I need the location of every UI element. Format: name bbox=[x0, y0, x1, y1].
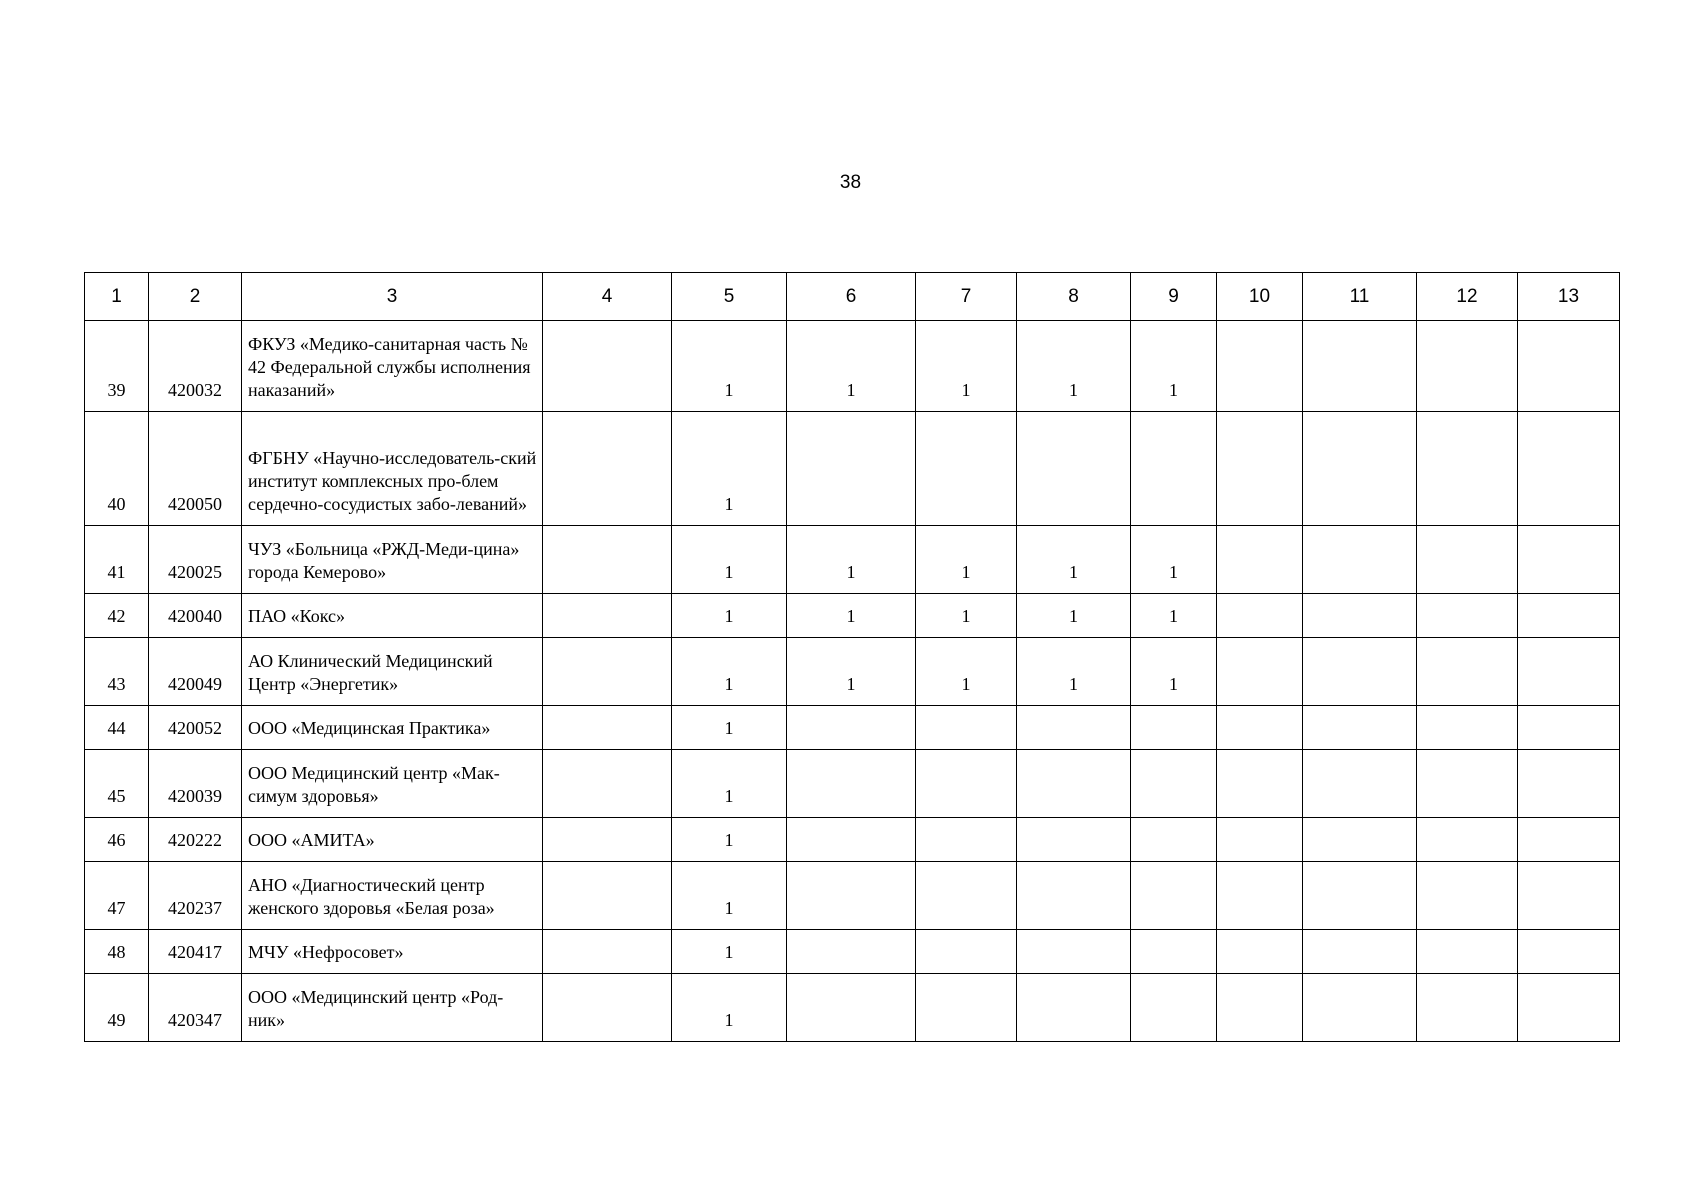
column-header: 10 bbox=[1217, 273, 1303, 321]
value-cell-13 bbox=[1518, 638, 1620, 706]
value-cell-6 bbox=[787, 818, 916, 862]
value-cell-10 bbox=[1217, 750, 1303, 818]
value-cell-10 bbox=[1217, 321, 1303, 412]
value-cell-13 bbox=[1518, 321, 1620, 412]
value-cell-13 bbox=[1518, 594, 1620, 638]
row-number-cell: 44 bbox=[85, 706, 149, 750]
value-cell-13 bbox=[1518, 930, 1620, 974]
value-cell-6 bbox=[787, 706, 916, 750]
column-header: 1 bbox=[85, 273, 149, 321]
value-cell-12 bbox=[1417, 862, 1518, 930]
value-cell-5: 1 bbox=[672, 818, 787, 862]
org-name-cell: МЧУ «Нефросовет» bbox=[242, 930, 543, 974]
value-cell-9: 1 bbox=[1131, 526, 1217, 594]
value-cell-9 bbox=[1131, 930, 1217, 974]
value-cell-9 bbox=[1131, 818, 1217, 862]
value-cell-10 bbox=[1217, 974, 1303, 1042]
value-cell-4 bbox=[543, 638, 672, 706]
org-code-cell: 420040 bbox=[149, 594, 242, 638]
value-cell-13 bbox=[1518, 750, 1620, 818]
value-cell-11 bbox=[1303, 974, 1417, 1042]
column-header: 3 bbox=[242, 273, 543, 321]
value-cell-9: 1 bbox=[1131, 638, 1217, 706]
value-cell-8 bbox=[1017, 412, 1131, 526]
org-name-cell: АНО «Диагностический центр женского здоровья «Белая роза» bbox=[242, 862, 543, 930]
value-cell-11 bbox=[1303, 526, 1417, 594]
value-cell-11 bbox=[1303, 594, 1417, 638]
value-cell-8 bbox=[1017, 862, 1131, 930]
value-cell-10 bbox=[1217, 638, 1303, 706]
value-cell-6 bbox=[787, 412, 916, 526]
org-code-cell: 420237 bbox=[149, 862, 242, 930]
data-table bbox=[84, 272, 1620, 1042]
table-row bbox=[85, 594, 1620, 638]
value-cell-12 bbox=[1417, 321, 1518, 412]
column-header: 13 bbox=[1518, 273, 1620, 321]
value-cell-4 bbox=[543, 862, 672, 930]
value-cell-6: 1 bbox=[787, 638, 916, 706]
value-cell-6 bbox=[787, 930, 916, 974]
value-cell-9 bbox=[1131, 974, 1217, 1042]
org-code-cell: 420049 bbox=[149, 638, 242, 706]
column-header: 5 bbox=[672, 273, 787, 321]
row-number-cell: 46 bbox=[85, 818, 149, 862]
value-cell-13 bbox=[1518, 862, 1620, 930]
value-cell-12 bbox=[1417, 638, 1518, 706]
value-cell-4 bbox=[543, 412, 672, 526]
value-cell-7: 1 bbox=[916, 321, 1017, 412]
row-number-cell: 45 bbox=[85, 750, 149, 818]
value-cell-7 bbox=[916, 412, 1017, 526]
value-cell-13 bbox=[1518, 412, 1620, 526]
row-number-cell: 48 bbox=[85, 930, 149, 974]
value-cell-9 bbox=[1131, 412, 1217, 526]
value-cell-7 bbox=[916, 706, 1017, 750]
value-cell-12 bbox=[1417, 594, 1518, 638]
value-cell-7: 1 bbox=[916, 594, 1017, 638]
value-cell-12 bbox=[1417, 412, 1518, 526]
value-cell-5: 1 bbox=[672, 930, 787, 974]
value-cell-12 bbox=[1417, 750, 1518, 818]
org-name-cell: ООО «Медицинская Практика» bbox=[242, 706, 543, 750]
org-code-cell: 420052 bbox=[149, 706, 242, 750]
table-row bbox=[85, 321, 1620, 412]
value-cell-9: 1 bbox=[1131, 594, 1217, 638]
row-number-cell: 41 bbox=[85, 526, 149, 594]
column-header: 12 bbox=[1417, 273, 1518, 321]
value-cell-7: 1 bbox=[916, 638, 1017, 706]
value-cell-11 bbox=[1303, 862, 1417, 930]
org-name-cell: ПАО «Кокс» bbox=[242, 594, 543, 638]
value-cell-7 bbox=[916, 862, 1017, 930]
value-cell-7 bbox=[916, 818, 1017, 862]
table-row bbox=[85, 638, 1620, 706]
value-cell-4 bbox=[543, 321, 672, 412]
org-name-cell: ООО Медицинский центр «Мак-симум здоровья» bbox=[242, 750, 543, 818]
table-row bbox=[85, 412, 1620, 526]
value-cell-4 bbox=[543, 706, 672, 750]
value-cell-12 bbox=[1417, 930, 1518, 974]
value-cell-12 bbox=[1417, 526, 1518, 594]
value-cell-6 bbox=[787, 974, 916, 1042]
value-cell-9 bbox=[1131, 862, 1217, 930]
table-row bbox=[85, 526, 1620, 594]
value-cell-13 bbox=[1518, 706, 1620, 750]
value-cell-5: 1 bbox=[672, 412, 787, 526]
org-code-cell: 420347 bbox=[149, 974, 242, 1042]
value-cell-5: 1 bbox=[672, 594, 787, 638]
value-cell-5: 1 bbox=[672, 526, 787, 594]
value-cell-13 bbox=[1518, 526, 1620, 594]
value-cell-7 bbox=[916, 750, 1017, 818]
row-number-cell: 47 bbox=[85, 862, 149, 930]
value-cell-11 bbox=[1303, 930, 1417, 974]
row-number-cell: 39 bbox=[85, 321, 149, 412]
column-header: 6 bbox=[787, 273, 916, 321]
header-row bbox=[85, 273, 1620, 321]
value-cell-6 bbox=[787, 750, 916, 818]
value-cell-10 bbox=[1217, 706, 1303, 750]
table-row bbox=[85, 818, 1620, 862]
page-number: 38 bbox=[839, 172, 862, 193]
value-cell-4 bbox=[543, 818, 672, 862]
column-header: 2 bbox=[149, 273, 242, 321]
row-number-cell: 49 bbox=[85, 974, 149, 1042]
value-cell-8: 1 bbox=[1017, 594, 1131, 638]
value-cell-7 bbox=[916, 974, 1017, 1042]
value-cell-7: 1 bbox=[916, 526, 1017, 594]
value-cell-11 bbox=[1303, 412, 1417, 526]
value-cell-12 bbox=[1417, 706, 1518, 750]
value-cell-10 bbox=[1217, 862, 1303, 930]
value-cell-5: 1 bbox=[672, 750, 787, 818]
org-code-cell: 420222 bbox=[149, 818, 242, 862]
value-cell-10 bbox=[1217, 412, 1303, 526]
value-cell-4 bbox=[543, 974, 672, 1042]
value-cell-9 bbox=[1131, 706, 1217, 750]
org-code-cell: 420039 bbox=[149, 750, 242, 818]
row-number-cell: 42 bbox=[85, 594, 149, 638]
value-cell-8 bbox=[1017, 750, 1131, 818]
value-cell-11 bbox=[1303, 818, 1417, 862]
value-cell-5: 1 bbox=[672, 974, 787, 1042]
value-cell-8: 1 bbox=[1017, 638, 1131, 706]
value-cell-4 bbox=[543, 594, 672, 638]
org-code-cell: 420025 bbox=[149, 526, 242, 594]
value-cell-8 bbox=[1017, 974, 1131, 1042]
value-cell-6: 1 bbox=[787, 594, 916, 638]
column-header: 11 bbox=[1303, 273, 1417, 321]
value-cell-10 bbox=[1217, 930, 1303, 974]
value-cell-12 bbox=[1417, 818, 1518, 862]
org-code-cell: 420032 bbox=[149, 321, 242, 412]
table-row bbox=[85, 862, 1620, 930]
table-row bbox=[85, 974, 1620, 1042]
value-cell-5: 1 bbox=[672, 638, 787, 706]
value-cell-8: 1 bbox=[1017, 526, 1131, 594]
value-cell-8 bbox=[1017, 818, 1131, 862]
value-cell-11 bbox=[1303, 321, 1417, 412]
org-name-cell: ЧУЗ «Больница «РЖД-Меди-цина» города Кемерово» bbox=[242, 526, 543, 594]
value-cell-10 bbox=[1217, 818, 1303, 862]
row-number-cell: 43 bbox=[85, 638, 149, 706]
table-row bbox=[85, 930, 1620, 974]
org-name-cell: ФГБНУ «Научно-исследователь-ский институт комплексных про-блем сердечно-сосудистых забо-леваний» bbox=[242, 412, 543, 526]
value-cell-10 bbox=[1217, 594, 1303, 638]
value-cell-11 bbox=[1303, 706, 1417, 750]
value-cell-4 bbox=[543, 526, 672, 594]
column-header: 8 bbox=[1017, 273, 1131, 321]
value-cell-7 bbox=[916, 930, 1017, 974]
value-cell-11 bbox=[1303, 750, 1417, 818]
value-cell-12 bbox=[1417, 974, 1518, 1042]
value-cell-9 bbox=[1131, 750, 1217, 818]
value-cell-6: 1 bbox=[787, 526, 916, 594]
org-name-cell: ООО «АМИТА» bbox=[242, 818, 543, 862]
org-code-cell: 420050 bbox=[149, 412, 242, 526]
value-cell-5: 1 bbox=[672, 706, 787, 750]
value-cell-5: 1 bbox=[672, 862, 787, 930]
org-name-cell: ФКУЗ «Медико-санитарная часть № 42 Федеральной службы исполнения наказаний» bbox=[242, 321, 543, 412]
column-header: 4 bbox=[543, 273, 672, 321]
org-name-cell: ООО «Медицинский центр «Род-ник» bbox=[242, 974, 543, 1042]
value-cell-6: 1 bbox=[787, 321, 916, 412]
table-row bbox=[85, 706, 1620, 750]
column-header: 7 bbox=[916, 273, 1017, 321]
value-cell-4 bbox=[543, 750, 672, 818]
row-number-cell: 40 bbox=[85, 412, 149, 526]
value-cell-11 bbox=[1303, 638, 1417, 706]
value-cell-13 bbox=[1518, 818, 1620, 862]
value-cell-8: 1 bbox=[1017, 321, 1131, 412]
value-cell-4 bbox=[543, 930, 672, 974]
value-cell-6 bbox=[787, 862, 916, 930]
column-header: 9 bbox=[1131, 273, 1217, 321]
value-cell-10 bbox=[1217, 526, 1303, 594]
table-row bbox=[85, 750, 1620, 818]
value-cell-8 bbox=[1017, 706, 1131, 750]
value-cell-8 bbox=[1017, 930, 1131, 974]
org-code-cell: 420417 bbox=[149, 930, 242, 974]
value-cell-13 bbox=[1518, 974, 1620, 1042]
value-cell-5: 1 bbox=[672, 321, 787, 412]
org-name-cell: АО Клинический Медицинский Центр «Энергетик» bbox=[242, 638, 543, 706]
value-cell-9: 1 bbox=[1131, 321, 1217, 412]
